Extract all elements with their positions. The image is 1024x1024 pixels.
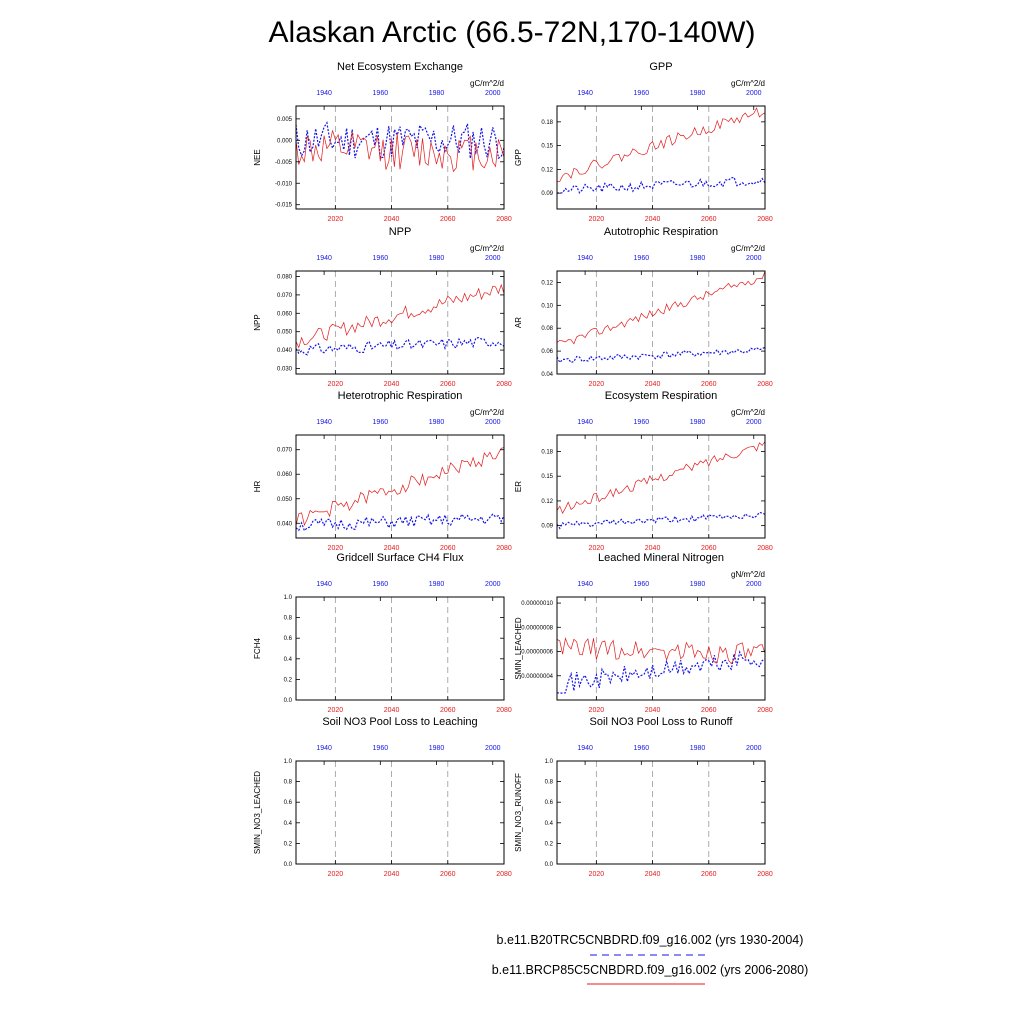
x-tick-label-bottom: 2060 [439, 871, 456, 878]
x-tick-label-bottom: 2020 [588, 545, 605, 552]
legend-label-future: b.e11.BRCP85C5CNBDRD.f09_g16.002 (yrs 2006-2080) [491, 963, 809, 977]
series-line-future [296, 285, 504, 348]
y-tick-label: -0.005 [274, 159, 292, 166]
y-tick-label: 0.030 [276, 366, 292, 373]
series-line-future [296, 448, 504, 526]
y-tick-label: 0.4 [283, 656, 292, 663]
y-axis-label: SMIN_NO3_LEACHED [253, 770, 262, 855]
x-tick-label-top: 1960 [633, 255, 650, 262]
series-line-future [557, 442, 765, 514]
x-tick-label-top: 1980 [689, 581, 706, 588]
y-tick-label: 0.0 [283, 862, 292, 868]
x-tick-label-top: 1980 [689, 90, 706, 97]
x-tick-label-bottom: 2040 [644, 871, 661, 878]
plot-frame [296, 761, 504, 864]
y-tick-label: 0.6 [283, 636, 292, 643]
plot-frame [557, 761, 765, 864]
x-tick-label-top: 1960 [633, 419, 650, 426]
figure-title: Alaskan Arctic (66.5-72N,170-140W) [268, 16, 756, 49]
plot-frame [557, 271, 765, 374]
x-tick-label-bottom: 2080 [757, 381, 773, 388]
units-label: gC/m^2/d [470, 244, 504, 253]
x-tick-label-top: 2000 [484, 581, 501, 588]
series-line-future [557, 108, 765, 182]
chart-panel-heterotrophic-respiration [253, 390, 512, 552]
y-tick-label: 0.00000008 [521, 625, 553, 632]
x-tick-label-bottom: 2060 [439, 707, 456, 714]
chart-panel-gridcell-surface-ch4-flux [253, 552, 512, 714]
chart-panel-autotrophic-respiration [514, 226, 773, 388]
plot-frame [557, 106, 765, 209]
y-tick-label: 0.4 [283, 820, 292, 827]
x-tick-label-bottom: 2080 [496, 216, 512, 223]
x-tick-label-top: 1940 [316, 90, 332, 97]
chart-panel-leached-mineral-nitrogen [514, 552, 773, 714]
legend-label-historical: b.e11.B20TRC5CNBDRD.f09_g16.002 (yrs 1930-2004) [496, 933, 804, 947]
panel-title: Net Ecosystem Exchange [337, 61, 463, 73]
x-tick-label-bottom: 2080 [496, 871, 512, 878]
panel-title: Heterotrophic Respiration [337, 390, 463, 402]
y-tick-label: 0.4 [544, 820, 553, 827]
x-tick-label-bottom: 2040 [644, 381, 661, 388]
panels [253, 61, 773, 878]
x-tick-label-bottom: 2080 [757, 707, 773, 714]
y-tick-label: 1.0 [544, 759, 553, 765]
x-tick-label-bottom: 2020 [327, 871, 344, 878]
series-line-historical [557, 177, 765, 193]
x-tick-label-top: 1960 [372, 255, 389, 262]
y-tick-label: 0.0 [283, 698, 292, 704]
x-tick-label-top: 1980 [689, 255, 706, 262]
y-tick-label: 0.6 [283, 800, 292, 807]
x-tick-label-bottom: 2040 [383, 381, 400, 388]
y-axis-label: HR [253, 480, 262, 493]
y-axis-label: SMIN_NO3_RUNOFF [514, 773, 523, 852]
y-tick-label: 0.000 [276, 138, 292, 145]
y-tick-label: 0.2 [544, 841, 553, 848]
x-tick-label-bottom: 2040 [383, 216, 400, 223]
y-axis-label: NEE [253, 149, 262, 166]
series-line-historical [296, 123, 504, 159]
x-tick-label-bottom: 2080 [496, 707, 512, 714]
plot-frame [296, 597, 504, 700]
x-tick-label-bottom: 2040 [383, 545, 400, 552]
x-tick-label-bottom: 2080 [757, 871, 773, 878]
x-tick-label-bottom: 2020 [588, 216, 605, 223]
y-tick-label: 0.18 [541, 449, 553, 456]
y-tick-label: 0.18 [541, 119, 553, 126]
y-tick-label: 0.040 [276, 348, 292, 355]
y-tick-label: 0.2 [283, 677, 292, 684]
y-axis-label: GPP [514, 149, 523, 166]
x-tick-label-bottom: 2040 [383, 707, 400, 714]
y-tick-label: 0.06 [541, 349, 553, 356]
x-tick-label-top: 1960 [372, 419, 389, 426]
x-tick-label-bottom: 2020 [327, 707, 344, 714]
series-line-historical [557, 347, 765, 362]
y-tick-label: 0.12 [541, 498, 553, 505]
x-tick-label-bottom: 2080 [496, 381, 512, 388]
x-tick-label-top: 1980 [428, 581, 445, 588]
y-tick-label: -0.010 [274, 181, 292, 188]
panel-title: GPP [649, 61, 673, 73]
units-label: gC/m^2/d [731, 79, 765, 88]
x-tick-label-top: 1980 [689, 745, 706, 752]
x-tick-label-bottom: 2020 [327, 545, 344, 552]
x-tick-label-bottom: 2060 [439, 545, 456, 552]
x-tick-label-top: 1980 [428, 419, 445, 426]
x-tick-label-top: 1940 [577, 745, 593, 752]
y-axis-label: NPP [253, 314, 262, 331]
series-line-historical [557, 513, 765, 529]
y-tick-label: 1.0 [283, 759, 292, 765]
x-tick-label-top: 2000 [484, 255, 501, 262]
x-tick-label-bottom: 2040 [644, 707, 661, 714]
x-tick-label-top: 2000 [745, 419, 762, 426]
series-line-historical [557, 652, 765, 693]
x-tick-label-top: 2000 [484, 745, 501, 752]
y-tick-label: 0.8 [283, 779, 292, 786]
y-tick-label: 0.00000004 [521, 673, 553, 680]
x-tick-label-bottom: 2060 [700, 871, 717, 878]
plot-frame [557, 597, 765, 700]
y-tick-label: 0.09 [541, 523, 553, 530]
x-tick-label-top: 1940 [316, 255, 332, 262]
x-tick-label-top: 1980 [428, 90, 445, 97]
panel-title: Ecosystem Respiration [604, 390, 718, 402]
y-tick-label: 0.050 [276, 496, 292, 503]
x-tick-label-bottom: 2040 [644, 216, 661, 223]
chart-panel-ecosystem-respiration [514, 390, 773, 552]
y-tick-label: 0.040 [276, 521, 292, 528]
panel-title: Soil NO3 Pool Loss to Runoff [589, 716, 733, 728]
chart-panel-gpp [514, 61, 773, 223]
units-label: gC/m^2/d [470, 79, 504, 88]
y-axis-label: ER [514, 480, 523, 493]
x-tick-label-bottom: 2060 [439, 381, 456, 388]
panel-title: Autotrophic Respiration [603, 226, 719, 238]
x-tick-label-bottom: 2060 [700, 545, 717, 552]
units-label: gN/m^2/d [731, 570, 765, 579]
x-tick-label-top: 1940 [577, 581, 593, 588]
chart-panel-soil-no3-pool-loss-to-runoff [514, 716, 773, 878]
x-tick-label-bottom: 2080 [496, 545, 512, 552]
x-tick-label-top: 1980 [428, 255, 445, 262]
x-tick-label-top: 1960 [633, 90, 650, 97]
units-label: gC/m^2/d [731, 408, 765, 417]
chart-panel-npp [253, 226, 512, 388]
x-tick-label-bottom: 2040 [383, 871, 400, 878]
x-tick-label-bottom: 2080 [757, 216, 773, 223]
series-line-future [557, 271, 765, 343]
units-label: gC/m^2/d [470, 408, 504, 417]
y-tick-label: 0.8 [283, 615, 292, 622]
legend [492, 933, 809, 984]
series-line-historical [296, 514, 504, 530]
x-tick-label-bottom: 2040 [644, 545, 661, 552]
panel-title: Gridcell Surface CH4 Flux [336, 552, 464, 564]
x-tick-label-top: 1940 [577, 419, 593, 426]
x-tick-label-bottom: 2020 [327, 216, 344, 223]
y-tick-label: 0.15 [541, 474, 553, 481]
x-tick-label-top: 1980 [428, 745, 445, 752]
y-tick-label: 0.005 [276, 116, 292, 123]
x-tick-label-top: 1960 [633, 581, 650, 588]
chart-panel-net-ecosystem-exchange [253, 61, 512, 223]
plot-frame [296, 271, 504, 374]
series-line-future [557, 638, 765, 663]
y-tick-label: 0.070 [276, 447, 292, 454]
x-tick-label-top: 1960 [372, 745, 389, 752]
y-axis-label: SMIN_LEACHED [514, 617, 523, 680]
units-label: gC/m^2/d [731, 244, 765, 253]
y-tick-label: 0.060 [276, 472, 292, 479]
x-tick-label-bottom: 2020 [588, 871, 605, 878]
y-tick-label: 0.00000006 [521, 649, 553, 656]
y-tick-label: 0.070 [276, 292, 292, 299]
x-tick-label-top: 1940 [577, 255, 593, 262]
y-tick-label: 0.09 [541, 191, 553, 198]
x-tick-label-top: 1940 [316, 419, 332, 426]
y-tick-label: 0.080 [276, 274, 292, 281]
x-tick-label-top: 1960 [372, 90, 389, 97]
x-tick-label-top: 2000 [745, 90, 762, 97]
x-tick-label-top: 1960 [372, 581, 389, 588]
x-tick-label-top: 1940 [577, 90, 593, 97]
y-tick-label: 0.15 [541, 143, 553, 150]
y-tick-label: 0.08 [541, 326, 553, 333]
y-tick-label: 0.6 [544, 800, 553, 807]
x-tick-label-top: 1940 [316, 581, 332, 588]
x-tick-label-top: 1980 [689, 419, 706, 426]
x-tick-label-top: 2000 [745, 255, 762, 262]
chart-panel-soil-no3-pool-loss-to-leaching [253, 716, 512, 878]
x-tick-label-bottom: 2060 [700, 216, 717, 223]
y-tick-label: 1.0 [283, 595, 292, 601]
x-tick-label-top: 2000 [745, 745, 762, 752]
plot-frame [296, 435, 504, 538]
x-tick-label-bottom: 2020 [588, 707, 605, 714]
y-tick-label: 0.050 [276, 329, 292, 336]
x-tick-label-top: 2000 [484, 90, 501, 97]
x-tick-label-top: 2000 [484, 419, 501, 426]
y-tick-label: 0.12 [541, 167, 553, 174]
x-tick-label-bottom: 2020 [327, 381, 344, 388]
y-tick-label: 0.10 [541, 303, 553, 310]
y-tick-label: 0.8 [544, 779, 553, 786]
x-tick-label-top: 1960 [633, 745, 650, 752]
x-tick-label-bottom: 2080 [757, 545, 773, 552]
x-tick-label-top: 1940 [316, 745, 332, 752]
y-tick-label: 0.2 [283, 841, 292, 848]
y-tick-label: 0.04 [541, 372, 553, 378]
y-tick-label: 0.12 [541, 280, 553, 287]
y-tick-label: 0.0 [544, 862, 553, 868]
x-tick-label-bottom: 2020 [588, 381, 605, 388]
y-axis-label: AR [514, 316, 523, 329]
y-tick-label: -0.015 [274, 202, 292, 209]
panel-title: Soil NO3 Pool Loss to Leaching [322, 716, 478, 728]
y-tick-label: 0.060 [276, 311, 292, 318]
y-tick-label: 0.00000010 [521, 601, 553, 608]
x-tick-label-top: 2000 [745, 581, 762, 588]
x-tick-label-bottom: 2060 [700, 381, 717, 388]
panel-title: Leached Mineral Nitrogen [598, 552, 724, 564]
panel-title: NPP [388, 226, 412, 238]
x-tick-label-bottom: 2060 [700, 707, 717, 714]
y-axis-label: FCH4 [253, 638, 262, 659]
x-tick-label-bottom: 2060 [439, 216, 456, 223]
